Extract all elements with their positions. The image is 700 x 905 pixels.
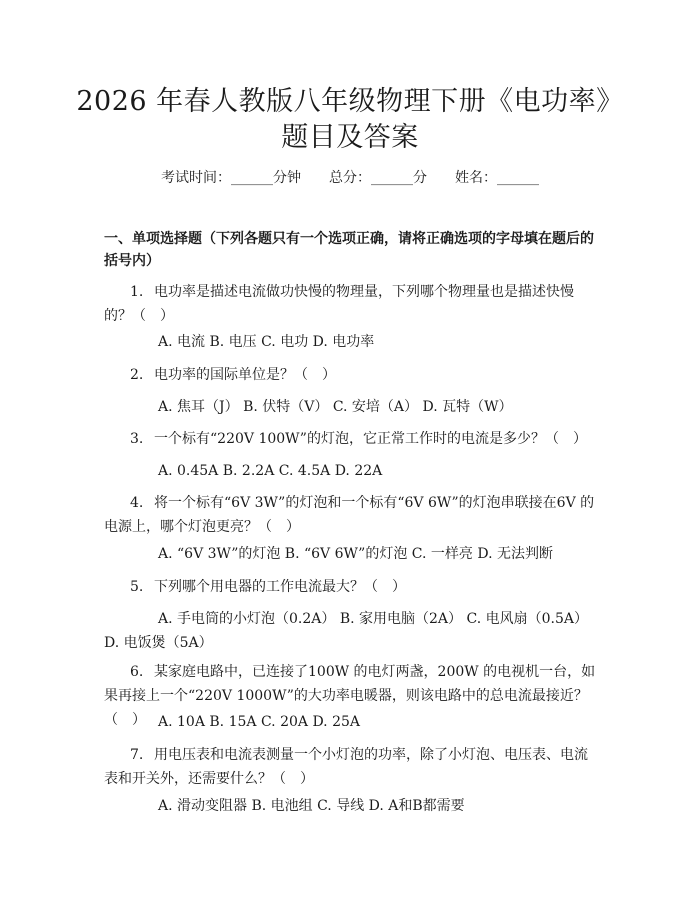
exam-info-line (0, 167, 700, 187)
question-1 (104, 280, 600, 328)
exam-time-field: 考试时间：______分钟 (161, 170, 301, 186)
question-text: 下列哪个用电器的工作电流最大？（ ） (154, 579, 406, 595)
question-2 (104, 363, 600, 387)
question-number: 2. (130, 367, 144, 383)
question-text: 电功率是描述电流做功快慢的物理量，下列哪个物理量也是描述快慢的？（ ） (104, 284, 574, 324)
question-4-options: A. “6V 3W”的灯泡 B. “6V 6W”的灯泡 C. 一样亮 D. 无法判断 (158, 546, 553, 562)
question-4 (104, 491, 600, 539)
document-title-line-2: 题目及答案 (281, 122, 419, 153)
question-5-options: A. 手电筒的小灯泡（0.2A） B. 家用电脑（2A） C. 电风扇（0.5A） D. 电饭煲（5A） (104, 611, 593, 651)
question-text: 电功率的国际单位是？（ ） (154, 367, 336, 383)
question-text: 一个标有“220V 100W”的灯泡，它正常工作时的电流是多少？（ ） (154, 431, 587, 447)
question-number: 3. (130, 431, 144, 447)
document-title-line-1: 2026 年春人教版八年级物理下册《电功率》 (76, 86, 624, 117)
total-score-field: 总分：______分 (329, 170, 427, 186)
question-text: 某家庭电路中，已连接了100W 的电灯两盏，200W 的电视机一台，如果再接上一个“220V 1000W”的大功率电暖器，则该电路中的总电流最接近？（ ） (104, 664, 596, 728)
question-6-options: A. 10A B. 15A C. 20A D. 25A (158, 714, 360, 730)
question-5 (104, 575, 600, 599)
question-7 (104, 743, 600, 791)
question-number: 7. (130, 747, 144, 763)
question-text: 用电压表和电流表测量一个小灯泡的功率，除了小灯泡、电压表、电流表和开关外，还需要什么？（ ） (104, 747, 588, 787)
question-number: 6. (130, 664, 144, 680)
section-heading: 一、单项选择题（下列各题只有一个选项正确，请将正确选项的字母填在题后的括号内） (104, 231, 594, 269)
question-7-options: A. 滑动变阻器 B. 电池组 C. 导线 D. A和B都需要 (158, 798, 465, 814)
student-name-field: 姓名：______ (455, 170, 539, 186)
question-number: 1. (130, 284, 144, 300)
question-3-options: A. 0.45A B. 2.2A C. 4.5A D. 22A (158, 463, 383, 479)
question-number: 4. (130, 495, 144, 511)
question-3 (104, 427, 600, 451)
question-1-options: A. 电流 B. 电压 C. 电功 D. 电功率 (158, 334, 375, 350)
question-text: 将一个标有“6V 3W”的灯泡和一个标有“6V 6W”的灯泡串联接在6V 的电源上，哪个灯泡更亮？（ ） (104, 495, 595, 535)
question-2-options: A. 焦耳（J） B. 伏特（V） C. 安培（A） D. 瓦特（W） (158, 399, 513, 415)
question-number: 5. (130, 579, 144, 595)
